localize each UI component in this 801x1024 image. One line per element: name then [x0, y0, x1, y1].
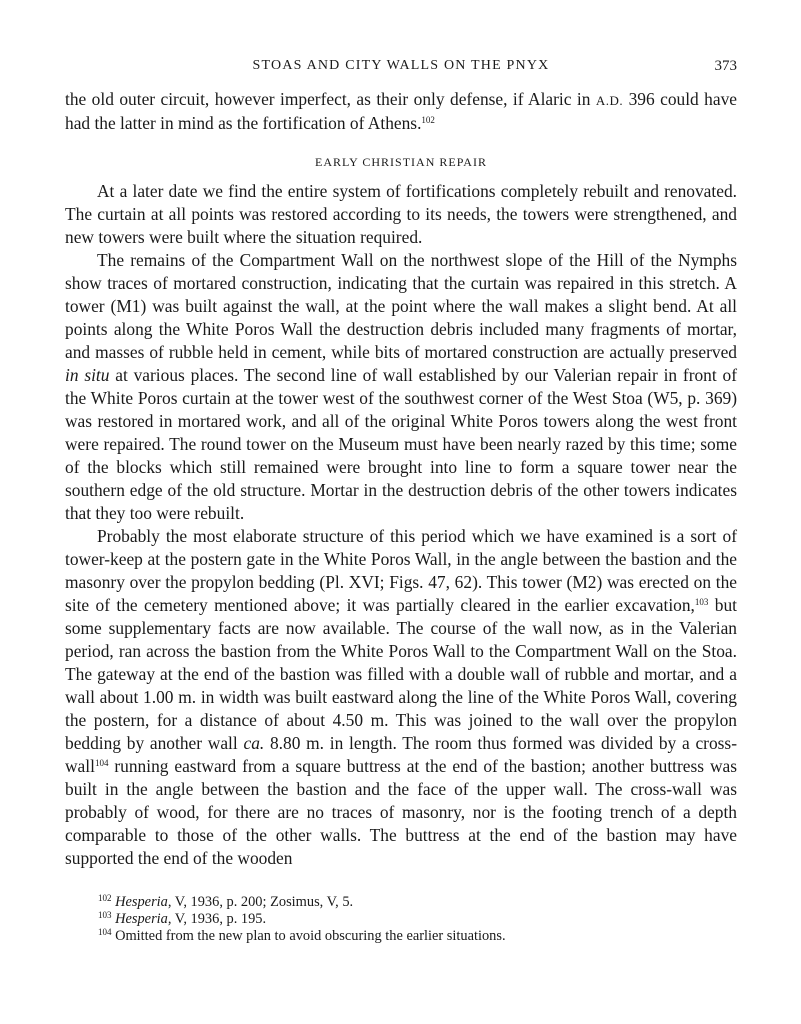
continuation-paragraph — [65, 88, 737, 135]
running-title: STOAS AND CITY WALLS ON THE PNYX — [252, 58, 550, 73]
paragraph-3-text-2: but some supplementary facts are now available. The course of the wall now, as in the Valerian period, ran across the bastion from the White Poros Wall to the Compartment Wall on the Stoa. The gateway at the end of the bastion was filled with a double wall of rubble and mortar, and a wall about 1.00 m. in width was built eastward along the line of the White Poros Wall, covering the postern, for a distance of about 4.50 m. This was joined to the wall over the propylon bedding by another wall — [65, 595, 738, 753]
footnote-text: Omitted from the new plan to avoid obscuring the earlier situations. — [111, 928, 506, 944]
paragraph-2-text-end: at various places. The second line of wall established by our Valerian repair in front of the White Poros curtain at the tower west of the southwest corner of the West Stoa (W5, p. 369) was restored in mortared work, and all of the original White Poros towers along the west front were repaired. The round tower on the Museum must have been nearly razed by this time; some of the blocks which still remained were brought into line to form a square tower near the southern edge of the old structure. Mortar in the destruction debris of the other towers indicates that they too were rebuilt. — [65, 365, 737, 523]
footnote-ref: 103 — [694, 597, 709, 607]
paragraph-3-text-1: Probably the most elaborate structure of this period which we have examined is a sort of tower-keep at the postern gate in the White Poros Wall, in the angle between the bastion and the masonry over the propylon bedding (Pl. XVI; Figs. 47, 62). This tower (M2) was erected on the site of the cemetery mentioned above; it was partially cleared in the earlier excavation, — [65, 526, 737, 615]
paragraph-3-text-4: running eastward from a square buttress at the end of the bastion; another buttress was built in the angle between the bastion and the face of the upper wall. The cross-wall was probably of wood, for there are no traces of masonry, nor is the footing trench of a depth comparable to those of the other walls. The buttress at the end of the bastion may have supported the end of the wooden — [65, 756, 737, 868]
paragraph-3 — [65, 525, 737, 870]
footnote-number: 103 — [98, 910, 112, 920]
footnote-text: , V, 1936, p. 200; Zosimus, V, 5. — [167, 894, 354, 910]
journal-title: Hesperia — [115, 894, 168, 910]
footnote-number: 104 — [98, 927, 112, 937]
continuation-text-end: 396 could have had the latter in mind as the fortification of Athens. — [65, 89, 738, 133]
page-number: 373 — [714, 58, 737, 74]
running-head — [65, 58, 737, 82]
footnotes — [65, 894, 737, 945]
footnote-number: 102 — [98, 893, 112, 903]
journal-title: Hesperia — [115, 911, 168, 927]
italic-term: in situ — [65, 365, 110, 385]
paragraph-2 — [65, 249, 737, 525]
footnote-103 — [98, 911, 737, 928]
footnote-104 — [98, 928, 737, 945]
continuation-text: the old outer circuit, however imperfect, as their only defense, if Alaric in — [65, 89, 596, 109]
era-abbrev: A.D. — [595, 93, 624, 108]
page — [65, 0, 737, 945]
footnote-text: , V, 1936, p. 195. — [167, 911, 267, 927]
paragraph-2-text: The remains of the Compartment Wall on the northwest slope of the Hill of the Nymphs show traces of mortared construction, indicating that the curtain was repaired in this stretch. A tower (M1) was built against the wall, at the point where the wall makes a slight bend. At all points along the White Poros Wall the destruction debris included many fragments of mortar, and masses of rubble held in cement, while bits of mortared construction are actually preserved — [65, 250, 737, 362]
section-heading: EARLY CHRISTIAN REPAIR — [315, 155, 487, 169]
footnote-ref: 104 — [94, 758, 109, 768]
paragraph-1: At a later date we find the entire system of fortifications completely rebuilt and renovated. The curtain at all points was restored according to its needs, the towers were strengthened, and new towers were built where the situation required. — [65, 181, 737, 247]
footnote-ref: 102 — [421, 115, 435, 125]
footnote-102 — [98, 894, 737, 911]
italic-term: ca. — [243, 733, 265, 753]
paragraph-3-text-3: 8.80 m. in length. The room thus formed was divided by a cross-wall — [65, 733, 737, 776]
